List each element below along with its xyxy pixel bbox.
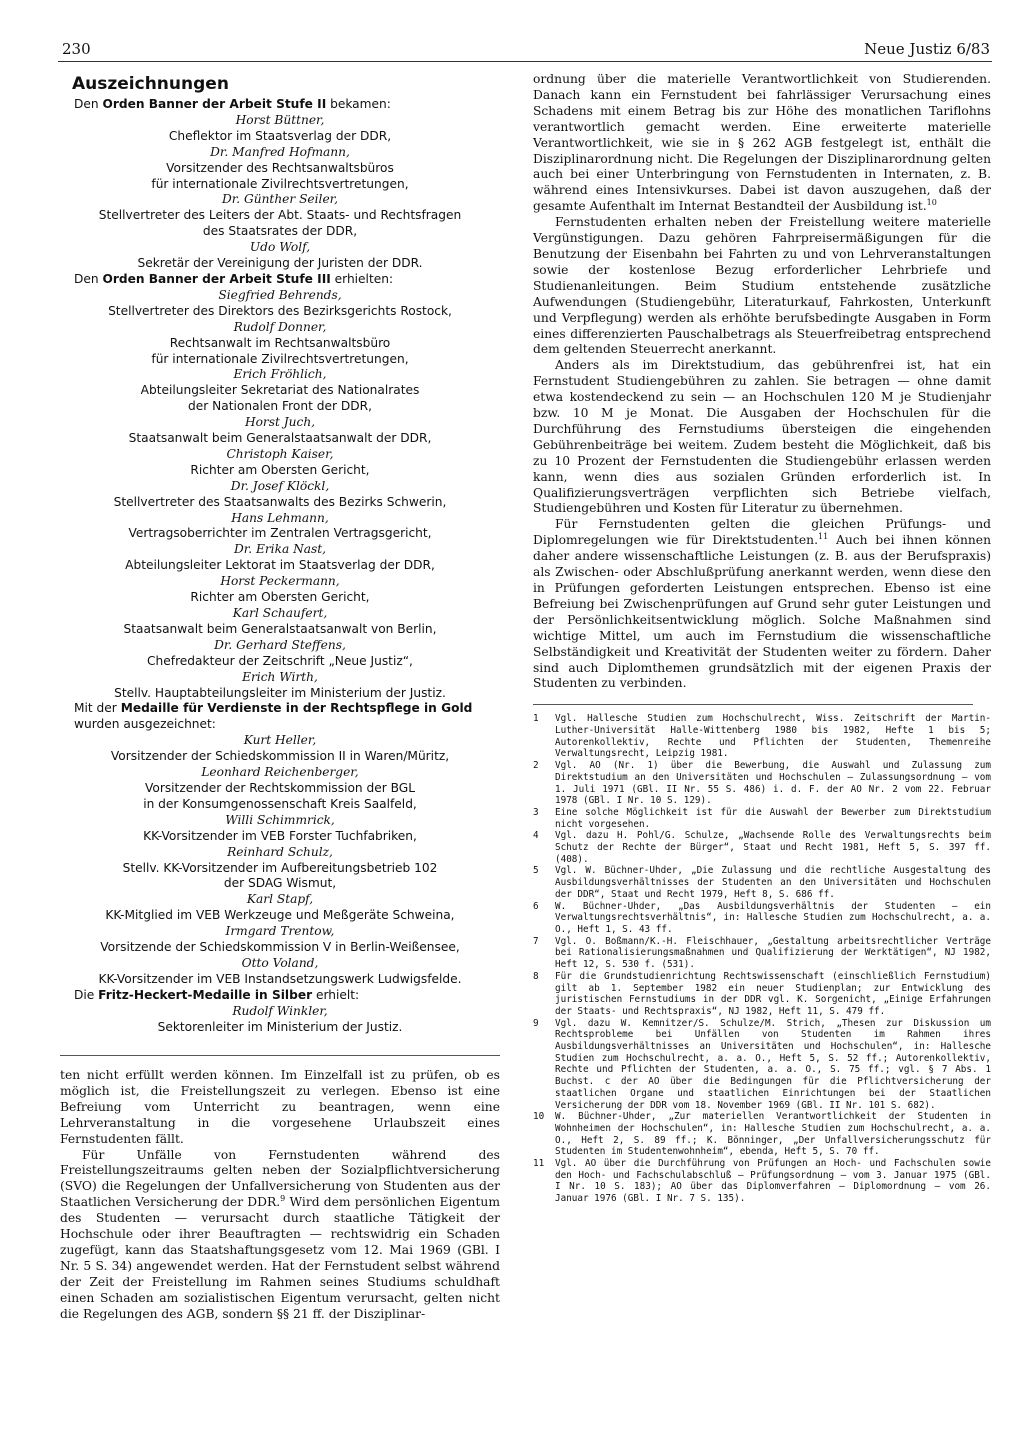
footnote — [533, 1018, 991, 1112]
journal-title: Neue Justiz 6/83 — [864, 40, 990, 58]
paragraph: ten nicht erfüllt werden können. Im Einzelfall ist zu prüfen, ob es möglich ist, die Freistellungszeit zu verlegen. Ebenso ist eine Befreiung vom Unterricht zu beantragen, wenn eine Lehrveranstaltung in die vorgesehene Urlaubszeit eines Fernstudenten fällt. — [60, 1068, 500, 1146]
footnote — [533, 1111, 991, 1158]
awardee-position: der Nationalen Front der DDR, — [188, 399, 372, 414]
awardee-position: Abteilungsleiter Lektorat im Staatsverlag der DDR, — [125, 558, 435, 573]
awardee-name: Dr. Günther Seiler, — [221, 192, 339, 207]
awardee-name: Kurt Heller, — [243, 733, 317, 748]
award-intro: Den Orden Banner der Arbeit Stufe III erhielten: — [74, 271, 394, 286]
awardee-position: Sektorenleiter im Ministerium der Justiz. — [157, 1019, 403, 1034]
footnote — [533, 807, 991, 830]
awardee-name: Rudolf Winkler, — [232, 1003, 328, 1018]
awardee-name: Reinhard Schulz, — [227, 844, 333, 859]
awardee-position: Vertragsoberrichter im Zentralen Vertragsgericht, — [128, 526, 432, 541]
awardee-position: Richter am Obersten Gericht, — [190, 462, 370, 477]
footnote-text: Für die Grundstudienrichtung Rechtswissenschaft (einschließlich Fernstudium) gilt ab 1. September 1982 ein neuer Studienplan; zur Entwicklung des juristischen Fernstudiums in der DDR vgl. K. Sorgenicht, „Einige Erfahrungen der Staats- und Rechtspraxis“, NJ 1982, Heft 11, S. 479 ff. — [555, 970, 991, 1017]
awardee-name: Dr. Josef Klöckl, — [230, 478, 330, 493]
awardee-position: Stellv. KK-Vorsitzender im Aufbereitungsbetrieb 102 — [122, 860, 438, 875]
footnote — [533, 901, 991, 936]
awards-rule — [60, 1055, 500, 1056]
footnote-text: W. Büchner-Uhder, „Das Ausbildungsverhältnis der Studenten — ein Verwaltungsrechtsverhältnis“, in: Hallesche Studien zum Hochschulrecht, a. a. O., Heft 1, S. 43 ff. — [555, 900, 991, 935]
awardee-position: Stellv. Hauptabteilungsleiter im Ministerium der Justiz. — [114, 685, 446, 700]
awardee-position: Stellvertreter des Staatsanwalts des Bezirks Schwerin, — [113, 494, 447, 509]
footnote-number: 10 — [533, 1111, 545, 1123]
footnote-text: W. Büchner-Uhder, „Zur materiellen Verantwortlichkeit der Studenten in Wohnheimen der Hochschulen“, in: Hallesche Studien zum Hochschulrecht, a. a. O., Heft 2, S. 89 ff.; K. Bönninger, „Der Unfallversicherungsschutz für Studenten im Studentenwohnheim“, ebenda, Heft 5, S. 70 ff. — [555, 1111, 991, 1158]
awardee-position: Staatsanwalt beim Generalstaatsanwalt von Berlin, — [123, 621, 437, 636]
footnote-number: 4 — [533, 830, 539, 842]
awardee-position: Stellvertreter des Direktors des Bezirksgerichts Rostock, — [108, 303, 452, 318]
awardee-position: Vorsitzender der Schiedskommission II in Waren/Müritz, — [110, 749, 450, 764]
page-number: 230 — [62, 40, 91, 58]
footnote-number: 5 — [533, 865, 539, 877]
paragraph: Für Unfälle von Fernstudenten während des Freistellungszeitraums gelten neben der Sozialpflichtversicherung (SVO) die Regelungen der Unfallversicherung von Studenten aus der Staatlichen Versicherung der DDR.$^9$ Wird dem persönlichen Eigentum des Studenten — verursacht durch staatliche Tätigkeit der Hochschule oder ihrer Beauftragten — rechtswidrig ein Schaden zugefügt, kann das Staatshaftungsgesetz vom 12. Mai 1969 (GBl. I Nr. 5 S. 34) angewendet werden. Hat der Fernstudent selbst während der Zeit der Freistellung im Rahmen seines Studiums schuldhaft einen Schaden am sozialistischen Eigentum verursacht, gelten nicht die Regelungen des AGB, sondern §§ 21 ff. der Disziplinar- — [60, 1147, 500, 1321]
awards-section — [60, 72, 500, 1035]
awardee-position: des Staatsrates der DDR, — [202, 224, 358, 239]
awardee-name: Dr. Manfred Hofmann, — [210, 144, 350, 159]
awardee-name: Karl Stapf, — [246, 892, 314, 907]
footnote-text: Vgl. O. Boßmann/K.-H. Fleischhauer, „Gestaltung arbeitsrechtlicher Verträge bei Rationalisierungsmaßnahmen und Qualifizierung der Werktätigen“, NJ 1982, Heft 12, S. 530 f. (531). — [555, 935, 991, 971]
awardee-name: Siegfried Behrends, — [218, 287, 342, 302]
awardee-name: Horst Büttner, — [235, 112, 325, 127]
footnote-text: Vgl. Hallesche Studien zum Hochschulrecht, Wiss. Zeitschrift der Martin-Luther-Universität Halle-Wittenberg 1980 bis 1982, Hefte 1 bis 5; Autorenkollektiv, Rechte und Pflichten der Studenten, Themenreihe Verwaltungsrecht, Leipzig 1981. — [555, 713, 991, 760]
footnote-text: Vgl. dazu W. Kemnitzer/S. Schulze/M. Strich, „Thesen zur Diskussion um Rechtsprobleme bei Unfällen von Studenten im Rahmen ihres Ausbildungsverhältnisses an Universitäten und Hochschulen“, in: Hallesche Studien zum Hochschulrecht, a. a. O., Heft 5, S. 52 ff.; Autorenkollektiv, Rechte und Pflichten der Studenten, a. a. O., S. 75 ff.; vgl. § 7 Abs. 1 Buchst. c der AO über die Bedingungen für die Pflichtversicherung der staatlichen Organe und staatlichen Einrichtungen bei der Staatlichen Versicherung der DDR vom 18. November 1969 (GBl. II Nr. 101 S. 682). — [555, 1017, 991, 1111]
footnote-number: 9 — [533, 1017, 539, 1029]
awardee-position: in der Konsumgenossenschaft Kreis Saalfeld, — [143, 796, 417, 811]
awardee-name: Udo Wolf, — [249, 240, 311, 255]
award-intro: Die Fritz-Heckert-Medaille in Silber erhielt: — [74, 987, 360, 1002]
awardee-position: Richter am Obersten Gericht, — [190, 590, 370, 605]
footnote — [533, 760, 991, 807]
awardee-position: Sekretär der Vereinigung der Juristen der DDR. — [137, 256, 423, 271]
awardee-name: Leonhard Reichenberger, — [201, 765, 359, 780]
paragraph: Für Fernstudenten gelten die gleichen Prüfungs- und Diplomregelungen wie für Direktstudenten.$^{11}$ Auch bei ihnen können daher andere wissenschaftliche Leistungen (z. B. aus der Berufspraxis) als Zwischen- oder Abschlußprüfung anerkannt werden, wenn diese den in Prüfungen geforderten Leistungen entsprechen. Ebenso ist eine Befreiung bei Zwischenprüfungen auf Grund sehr guter Leistungen und der Persönlichkeitsentwicklung möglich. Solche Maßnahmen sind wichtige Mittel, um auch im Fernstudium die wissenschaftliche Selbständigkeit und Kreativität der Studenten weiter zu fördern. Daher sind auch Diplomthemen grundsätzlich mit der eigenen Praxis der Studenten zu verbinden. — [533, 517, 991, 691]
paragraph: ordnung über die materielle Verantwortlichkeit von Studierenden. Danach kann ein Fernstudent bei fahrlässiger Verursachung eines Schadens mit einem Betrag bis zur Höhe des monatlichen Tariflohns verantwortlich gemacht werden. Eine erweiterte materielle Verantwortlichkeit, wie sie in § 262 AGB festgelegt ist, enthält die Disziplinarordnung nicht. Die Regelungen der Disziplinarordnung gelten auch bei einer Unterbringung von Fernstudenten in Internaten, z. B. während eines Intensivkurses. Dabei ist davon auszugehen, daß der gesamte Aufenthalt im Internat Bestandteil der Ausbildung ist.$^{10}$ — [533, 72, 991, 214]
awardee-name: Hans Lehmann, — [231, 510, 329, 525]
left-body-text — [60, 1068, 500, 1323]
awardee-name: Rudolf Donner, — [233, 319, 327, 334]
awardee-position: Rechtsanwalt im Rechtsanwaltsbüro — [169, 335, 391, 350]
footnote — [533, 865, 991, 900]
awardee-position: Vorsitzender der Rechtskommission der BGL — [144, 780, 416, 795]
awardee-name: Dr. Erika Nast, — [233, 542, 327, 557]
right-column — [533, 72, 991, 1205]
awardee-name: Karl Schaufert, — [232, 606, 328, 620]
footnote-rule — [533, 704, 973, 705]
awardee-position: KK-Vorsitzender im VEB Forster Tuchfabriken, — [143, 828, 417, 843]
awardee-position: Cheflektor im Staatsverlag der DDR, — [168, 128, 392, 143]
awardee-position: Staatsanwalt beim Generalstaatsanwalt der DDR, — [128, 431, 432, 446]
awardee-position: Vorsitzender des Rechtsanwaltsbüros — [166, 160, 394, 175]
header-rule — [58, 61, 992, 62]
awardee-name: Erich Wirth, — [242, 669, 318, 684]
awardee-position: Chefredakteur der Zeitschrift „Neue Justiz“, — [147, 653, 413, 668]
awardee-name: Christoph Kaiser, — [226, 446, 334, 461]
footnote-number: 6 — [533, 900, 539, 912]
awards-list — [60, 97, 500, 1035]
awardee-name: Irmgard Trentow, — [225, 924, 335, 939]
footnote — [533, 936, 991, 971]
footnote-text: Eine solche Möglichkeit ist für die Auswahl der Bewerber zum Direktstudium nicht vorgesehen. — [555, 806, 991, 830]
awardee-position: der SDAG Wismut, — [223, 876, 337, 891]
footnote-number: 11 — [533, 1158, 545, 1170]
awardee-name: Dr. Gerhard Steffens, — [214, 637, 346, 652]
paragraph: Fernstudenten erhalten neben der Freistellung weitere materielle Vergünstigungen. Dazu gehören Fahrpreisermäßigungen für die Benutzung der Eisenbahn bei Fahrten zu und von Lehrveranstaltungen sowie der kostenlose Bezug erforderlicher Lehrbriefe und Studienanleitungen. Beim Studium entstehende zusätzliche Aufwendungen (Studiengebühr, Literaturkauf, Fahrkosten, Unterkunft und Verpflegung) werden als erhöhte berufsbedingte Ausgaben in Form eines differenzierten Pauschalbetrags als Steuerfreibetrag entsprechend dem geltenden Steuerrecht anerkannt. — [533, 215, 991, 357]
awardee-position: für internationale Zivilrechtsvertretungen, — [151, 176, 409, 191]
awardee-name: Horst Peckermann, — [220, 574, 340, 589]
paragraph: Anders als im Direktstudium, das gebührenfrei ist, hat ein Fernstudent Studiengebühren zu zahlen. Sie betragen — ohne damit etwa kostendeckend zu sein — an Hochschulen 120 M je Studienjahr bzw. 10 M je Monat. Die Ausgaben der Hochschulen für die Durchführung des Fernstudiums übersteigen die eingehenden Gebührenbeiträge bei weitem. Zudem besteht die Möglichkeit, daß bis zu 10 Prozent der Fernstudenten die Studiengebühr erlassen werden kann, wenn dies aus sozialen Gründen erforderlich ist. In Qualifizierungsverträgen verpflichten sich Betriebe vielfach, Studiengebühren und Kosten für Literatur zu übernehmen. — [533, 358, 991, 516]
footnote-number: 1 — [533, 713, 539, 725]
awardee-name: Willi Schimmrick, — [225, 812, 335, 827]
footnote — [533, 713, 991, 760]
footnote-text: Vgl. AO über die Durchführung von Prüfungen an Hoch- und Fachschulen sowie den Hoch- und Fachschulabschluß — Prüfungsordnung — vom 3. Januar 1975 (GBl. I Nr. 10 S. 183); AO über das Diplomverfahren — Diplomordnung — vom 26. Januar 1976 (GBl. I Nr. 7 S. 135). — [555, 1158, 991, 1205]
award-intro: Den Orden Banner der Arbeit Stufe II bekamen: — [74, 97, 391, 111]
footnote-number: 7 — [533, 935, 539, 947]
awardee-position: KK-Vorsitzender im VEB Instandsetzungswerk Ludwigsfelde. — [98, 971, 462, 986]
footnote — [533, 971, 991, 1018]
footnote-text: Vgl. AO (Nr. 1) über die Bewerbung, die Auswahl und Zulassung zum Direktstudium an den Universitäten und Hochschulen — Zulassungsordnung — vom 1. Juli 1971 (GBl. II Nr. 55 S. 486) i. d. F. der AO Nr. 2 vom 22. Februar 1978 (GBl. I Nr. 10 S. 129). — [555, 760, 991, 807]
awardee-position: Vorsitzende der Schiedskommission V in Berlin-Weißensee, — [100, 940, 460, 955]
footnote — [533, 830, 991, 865]
awardee-name: Erich Fröhlich, — [233, 367, 327, 382]
footnote-text: Vgl. dazu H. Pohl/G. Schulze, „Wachsende Rolle des Verwaltungsrechts beim Schutz der Rechte der Bürger“, Staat und Recht 1981, Heft 5, S. 397 ff. (408). — [555, 830, 991, 865]
footnotes — [533, 713, 991, 1205]
footnote-text: Vgl. W. Büchner-Uhder, „Die Zulassung und die rechtliche Ausgestaltung des Ausbildungsverhältnisses der Studenten an den Universitäten und Hochschulen der DDR“, Staat und Recht 1979, Heft 8, S. 686 ff. — [555, 865, 991, 900]
footnote-number: 8 — [533, 970, 539, 982]
awardee-name: Otto Voland, — [241, 955, 319, 970]
footnote-number: 3 — [533, 806, 539, 818]
awardee-position: für internationale Zivilrechtsvertretungen, — [151, 351, 409, 366]
awardee-name: Horst Juch, — [244, 415, 316, 430]
awardee-position: KK-Mitglied im VEB Werkzeuge und Meßgeräte Schweina, — [105, 908, 455, 923]
footnote — [533, 1158, 991, 1205]
awardee-position: Stellvertreter des Leiters der Abt. Staats- und Rechtsfragen — [98, 208, 462, 223]
award-intro: Mit der Medaille für Verdienste in der Rechtspflege in Gold wurden ausgezeichnet: — [74, 701, 473, 732]
awardee-position: Abteilungsleiter Sekretariat des Nationalrates — [140, 383, 420, 398]
awards-title: Auszeichnungen — [72, 74, 229, 94]
footnote-number: 2 — [533, 760, 539, 772]
